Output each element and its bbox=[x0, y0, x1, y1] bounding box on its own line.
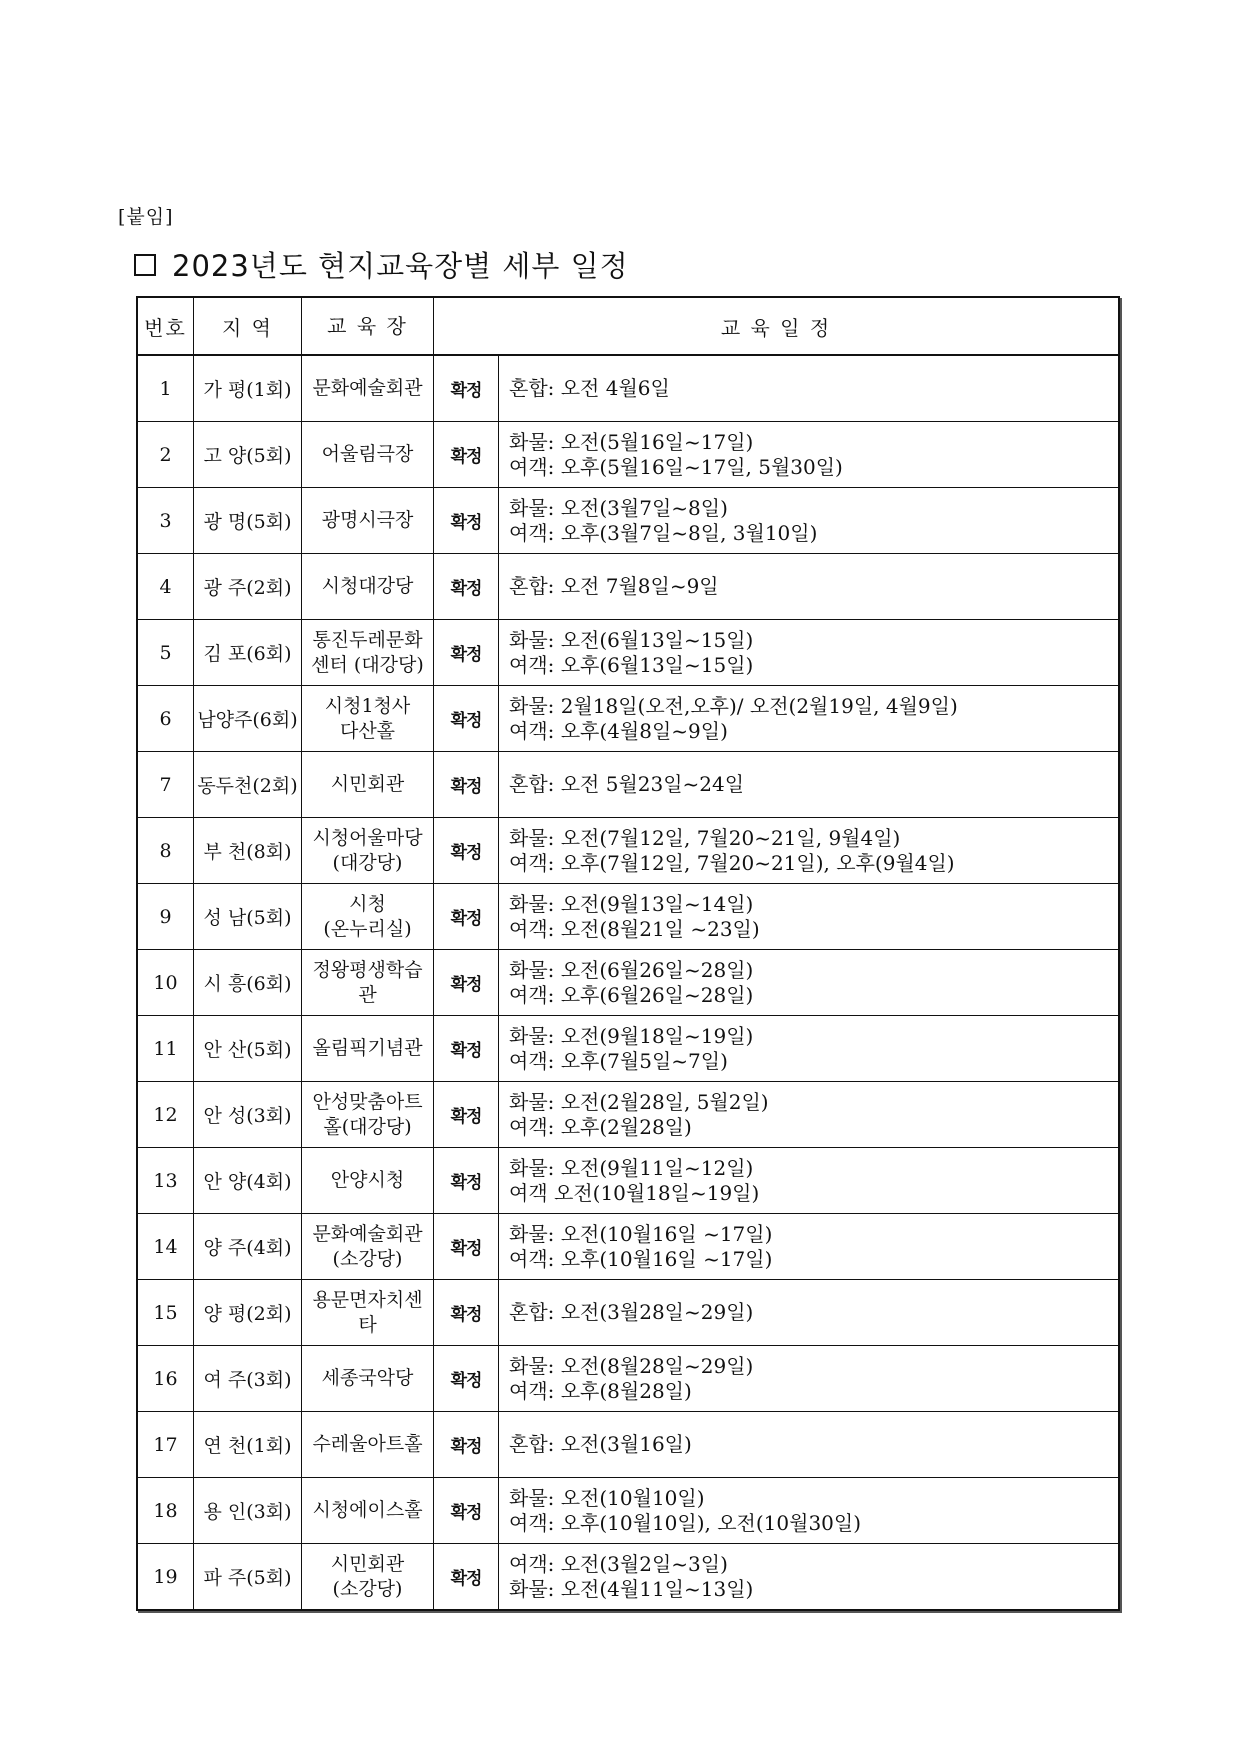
status-badge: 확정 bbox=[434, 1478, 499, 1544]
status-badge: 확정 bbox=[434, 355, 499, 422]
table-row bbox=[137, 1016, 1119, 1082]
schedule-line: 여객: 오후(7월12일, 7월20~21일), 오후(9월4일) bbox=[509, 850, 955, 875]
venue-line: 안성맞춤아트 bbox=[312, 1090, 423, 1113]
status-badge: 확정 bbox=[434, 1016, 499, 1082]
row-region: 안 성(3회) bbox=[194, 1082, 302, 1148]
schedule-line: 여객: 오후(5월16일~17일, 5월30일) bbox=[509, 454, 843, 479]
row-number: 16 bbox=[137, 1346, 194, 1412]
row-number: 5 bbox=[137, 620, 194, 686]
table-row bbox=[137, 554, 1119, 620]
table-row bbox=[137, 752, 1119, 818]
schedule-line: 화물: 오전(9월11일~12일) bbox=[509, 1155, 754, 1180]
table-row bbox=[137, 488, 1119, 554]
venue-line: 시청대강당 bbox=[321, 575, 414, 597]
header-venue: 교 육 장 bbox=[302, 297, 434, 355]
table-row bbox=[137, 422, 1119, 488]
status-badge: 확정 bbox=[434, 1544, 499, 1611]
row-schedule bbox=[499, 1412, 1120, 1478]
table-row bbox=[137, 1148, 1119, 1214]
row-schedule bbox=[499, 1148, 1120, 1214]
row-schedule bbox=[499, 1280, 1120, 1346]
row-number: 14 bbox=[137, 1214, 194, 1280]
schedule-line: 혼합: 오전(3월16일) bbox=[509, 1432, 692, 1456]
row-region: 연 천(1회) bbox=[194, 1412, 302, 1478]
venue-line: 타 bbox=[358, 1313, 377, 1336]
row-number: 7 bbox=[137, 752, 194, 818]
table-row bbox=[137, 1412, 1119, 1478]
schedule-line: 화물: 오전(10월16일 ~17일) bbox=[509, 1221, 773, 1246]
row-number: 13 bbox=[137, 1148, 194, 1214]
venue-line: (소강당) bbox=[332, 1247, 403, 1270]
row-venue bbox=[302, 488, 434, 554]
table-row bbox=[137, 1214, 1119, 1280]
status-badge: 확정 bbox=[434, 1346, 499, 1412]
row-schedule bbox=[499, 488, 1120, 554]
attachment-label: [붙임] bbox=[118, 206, 174, 228]
row-venue bbox=[302, 554, 434, 620]
table-row bbox=[137, 950, 1119, 1016]
row-schedule bbox=[499, 884, 1120, 950]
row-venue bbox=[302, 355, 434, 422]
schedule-line: 여객: 오후(3월7일~8일, 3월10일) bbox=[509, 520, 818, 545]
status-badge: 확정 bbox=[434, 950, 499, 1016]
row-number: 4 bbox=[137, 554, 194, 620]
row-venue bbox=[302, 1214, 434, 1280]
row-schedule bbox=[499, 554, 1120, 620]
status-badge: 확정 bbox=[434, 752, 499, 818]
row-venue bbox=[302, 1016, 434, 1082]
row-venue bbox=[302, 422, 434, 488]
row-venue bbox=[302, 1544, 434, 1611]
row-number: 19 bbox=[137, 1544, 194, 1611]
venue-line: 세종국악당 bbox=[321, 1367, 414, 1389]
status-badge: 확정 bbox=[434, 1214, 499, 1280]
header-number: 번호 bbox=[137, 297, 194, 355]
row-schedule bbox=[499, 422, 1120, 488]
venue-line: 시청어울마당 bbox=[312, 826, 423, 849]
venue-line: 시청에이스홀 bbox=[312, 1499, 423, 1521]
status-badge: 확정 bbox=[434, 422, 499, 488]
row-venue bbox=[302, 818, 434, 884]
schedule-line: 여객: 오전(3월2일~3일) bbox=[509, 1551, 728, 1576]
row-number: 6 bbox=[137, 686, 194, 752]
table-row bbox=[137, 686, 1119, 752]
row-venue bbox=[302, 1082, 434, 1148]
schedule-line: 혼합: 오전 5월23일~24일 bbox=[509, 772, 745, 796]
schedule-line: 혼합: 오전 7월8일~9일 bbox=[509, 574, 719, 598]
schedule-line: 여객: 오후(10월16일 ~17일) bbox=[509, 1246, 773, 1271]
table-row bbox=[137, 620, 1119, 686]
document-title: 2023년도 현지교육장별 세부 일정 bbox=[172, 249, 629, 283]
venue-line: 용문면자치센 bbox=[312, 1288, 423, 1311]
table-row bbox=[137, 1478, 1119, 1544]
table-row bbox=[137, 1346, 1119, 1412]
row-number: 15 bbox=[137, 1280, 194, 1346]
venue-line: 안양시청 bbox=[330, 1169, 405, 1191]
row-region: 안 산(5회) bbox=[194, 1016, 302, 1082]
schedule-line: 여객: 오후(7월5일~7일) bbox=[509, 1048, 728, 1073]
schedule-table bbox=[136, 296, 1120, 1611]
row-number: 1 bbox=[137, 355, 194, 422]
row-schedule bbox=[499, 1478, 1120, 1544]
row-region: 김 포(6회) bbox=[194, 620, 302, 686]
row-region: 용 인(3회) bbox=[194, 1478, 302, 1544]
status-badge: 확정 bbox=[434, 686, 499, 752]
row-region: 양 평(2회) bbox=[194, 1280, 302, 1346]
row-number: 3 bbox=[137, 488, 194, 554]
table-header-row bbox=[137, 297, 1119, 355]
row-schedule bbox=[499, 1214, 1120, 1280]
row-region: 광 명(5회) bbox=[194, 488, 302, 554]
schedule-line: 여객: 오후(10월10일), 오전(10월30일) bbox=[509, 1510, 862, 1535]
row-region: 가 평(1회) bbox=[194, 355, 302, 422]
venue-line: 시청1청사 bbox=[324, 694, 411, 717]
schedule-line: 여객: 오후(2월28일) bbox=[509, 1114, 692, 1139]
schedule-line: 화물: 오전(7월12일, 7월20~21일, 9월4일) bbox=[509, 825, 901, 850]
row-region: 광 주(2회) bbox=[194, 554, 302, 620]
schedule-line: 여객: 오후(6월26일~28일) bbox=[509, 982, 754, 1007]
row-venue bbox=[302, 884, 434, 950]
row-region: 부 천(8회) bbox=[194, 818, 302, 884]
schedule-line: 화물: 오전(10월10일) bbox=[509, 1485, 705, 1510]
row-schedule bbox=[499, 950, 1120, 1016]
venue-line: 시청 bbox=[349, 892, 386, 915]
row-number: 8 bbox=[137, 818, 194, 884]
venue-line: 정왕평생학습 bbox=[312, 958, 423, 981]
row-venue bbox=[302, 752, 434, 818]
venue-line: 문화예술회관 bbox=[312, 377, 423, 399]
schedule-line: 화물: 오전(9월13일~14일) bbox=[509, 891, 754, 916]
status-badge: 확정 bbox=[434, 884, 499, 950]
row-number: 11 bbox=[137, 1016, 194, 1082]
row-schedule bbox=[499, 818, 1120, 884]
schedule-line: 화물: 2월18일(오전,오후)/ 오전(2월19일, 4월9일) bbox=[509, 693, 958, 718]
schedule-line: 화물: 오전(5월16일~17일) bbox=[509, 429, 754, 454]
schedule-line: 화물: 오전(4월11일~13일) bbox=[509, 1576, 754, 1601]
header-schedule: 교 육 일 정 bbox=[434, 297, 1120, 355]
schedule-line: 화물: 오전(2월28일, 5월2일) bbox=[509, 1089, 769, 1114]
venue-line: 통진두레문화 bbox=[312, 628, 423, 651]
venue-line: 홀(대강당) bbox=[323, 1115, 412, 1138]
schedule-line: 여객: 오전(8월21일 ~23일) bbox=[509, 916, 760, 941]
row-region: 성 남(5회) bbox=[194, 884, 302, 950]
schedule-line: 여객: 오후(8월28일) bbox=[509, 1378, 692, 1403]
schedule-line: 혼합: 오전 4월6일 bbox=[509, 376, 670, 400]
schedule-line: 화물: 오전(6월26일~28일) bbox=[509, 957, 754, 982]
status-badge: 확정 bbox=[434, 1082, 499, 1148]
table-row bbox=[137, 1082, 1119, 1148]
venue-line: 다산홀 bbox=[339, 719, 396, 742]
venue-line: (대강당) bbox=[332, 851, 403, 874]
row-number: 17 bbox=[137, 1412, 194, 1478]
venue-line: 시민회관 bbox=[330, 1552, 405, 1575]
venue-line: 문화예술회관 bbox=[312, 1222, 423, 1245]
schedule-line: 화물: 오전(8월28일~29일) bbox=[509, 1353, 754, 1378]
row-region: 양 주(4회) bbox=[194, 1214, 302, 1280]
table-row bbox=[137, 1280, 1119, 1346]
row-venue bbox=[302, 620, 434, 686]
row-region: 여 주(3회) bbox=[194, 1346, 302, 1412]
row-venue bbox=[302, 950, 434, 1016]
schedule-line: 여객: 오후(4월8일~9일) bbox=[509, 718, 728, 743]
schedule-line: 여객 오전(10월18일~19일) bbox=[509, 1180, 760, 1205]
row-number: 12 bbox=[137, 1082, 194, 1148]
status-badge: 확정 bbox=[434, 620, 499, 686]
row-venue bbox=[302, 1478, 434, 1544]
status-badge: 확정 bbox=[434, 1412, 499, 1478]
row-schedule bbox=[499, 752, 1120, 818]
table-row bbox=[137, 1544, 1119, 1611]
row-schedule bbox=[499, 1346, 1120, 1412]
row-venue bbox=[302, 1412, 434, 1478]
row-schedule bbox=[499, 1082, 1120, 1148]
schedule-line: 혼합: 오전(3월28일~29일) bbox=[509, 1300, 754, 1324]
table-row bbox=[137, 818, 1119, 884]
row-venue bbox=[302, 1280, 434, 1346]
status-badge: 확정 bbox=[434, 554, 499, 620]
row-venue bbox=[302, 1346, 434, 1412]
row-schedule bbox=[499, 1016, 1120, 1082]
row-schedule bbox=[499, 620, 1120, 686]
row-region: 고 양(5회) bbox=[194, 422, 302, 488]
row-number: 2 bbox=[137, 422, 194, 488]
row-schedule bbox=[499, 355, 1120, 422]
row-number: 10 bbox=[137, 950, 194, 1016]
venue-line: 어울림극장 bbox=[321, 443, 414, 465]
status-badge: 확정 bbox=[434, 488, 499, 554]
schedule-line: 여객: 오후(6월13일~15일) bbox=[509, 652, 754, 677]
venue-line: 센터 (대강당) bbox=[311, 653, 424, 676]
schedule-line: 화물: 오전(9월18일~19일) bbox=[509, 1023, 754, 1048]
row-region: 파 주(5회) bbox=[194, 1544, 302, 1611]
schedule-table-body bbox=[137, 355, 1119, 1610]
table-row bbox=[137, 355, 1119, 422]
row-schedule bbox=[499, 1544, 1120, 1611]
status-badge: 확정 bbox=[434, 818, 499, 884]
venue-line: (온누리실) bbox=[323, 917, 412, 940]
checkbox-square-icon bbox=[134, 254, 156, 276]
table-row bbox=[137, 884, 1119, 950]
venue-line: 관 bbox=[358, 983, 377, 1006]
row-number: 18 bbox=[137, 1478, 194, 1544]
row-region: 시 흥(6회) bbox=[194, 950, 302, 1016]
document-title-block bbox=[134, 244, 629, 285]
row-venue bbox=[302, 1148, 434, 1214]
row-schedule bbox=[499, 686, 1120, 752]
status-badge: 확정 bbox=[434, 1280, 499, 1346]
row-number: 9 bbox=[137, 884, 194, 950]
row-region: 안 양(4회) bbox=[194, 1148, 302, 1214]
venue-line: 올림픽기념관 bbox=[312, 1037, 423, 1059]
schedule-line: 화물: 오전(6월13일~15일) bbox=[509, 627, 754, 652]
row-region: 남양주(6회) bbox=[194, 686, 302, 752]
header-region: 지 역 bbox=[194, 297, 302, 355]
venue-line: 광명시극장 bbox=[321, 509, 414, 531]
venue-line: (소강당) bbox=[332, 1577, 403, 1600]
row-region: 동두천(2회) bbox=[194, 752, 302, 818]
status-badge: 확정 bbox=[434, 1148, 499, 1214]
venue-line: 시민회관 bbox=[330, 773, 405, 795]
schedule-line: 화물: 오전(3월7일~8일) bbox=[509, 495, 728, 520]
row-venue bbox=[302, 686, 434, 752]
venue-line: 수레울아트홀 bbox=[312, 1433, 423, 1455]
